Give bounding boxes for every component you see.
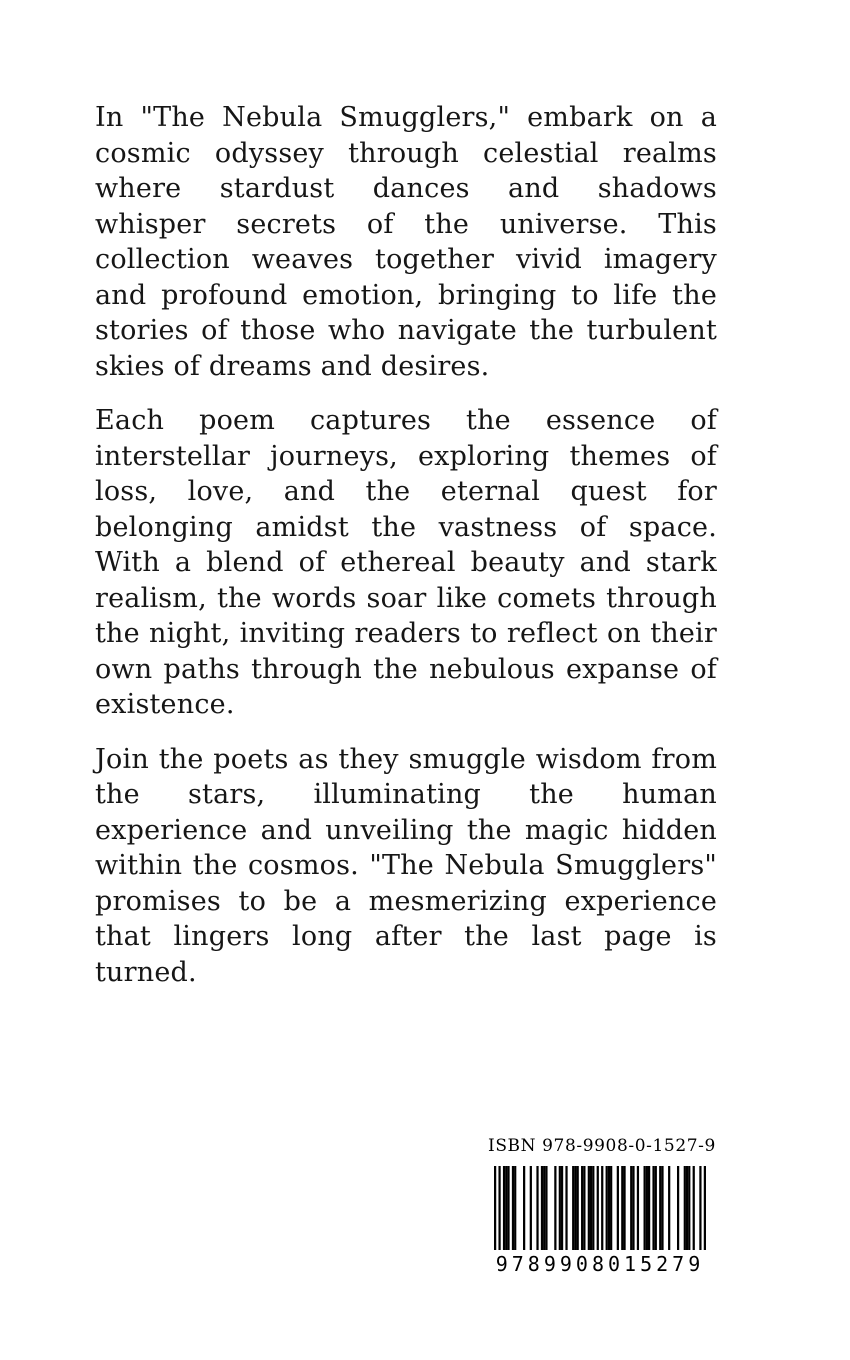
isbn-block bbox=[488, 1136, 716, 1276]
barcode bbox=[494, 1166, 706, 1250]
back-cover-paragraph-3: Join the poets as they smuggle wisdom from the stars, illuminating the human experience and unveiling the magic hidden within the cosmos. "The Nebula Smugglers" promises to be a mesmerizing experience that lingers long after the last page is turned. bbox=[95, 743, 717, 988]
back-cover-text bbox=[95, 100, 717, 990]
back-cover-paragraph-1: In "The Nebula Smugglers," embark on a cosmic odyssey through celestial realms where stardust dances and shadows whisper secrets of the universe. This collection weaves together vivid imagery and profound emotion, bringing to life the stories of those who navigate the turbulent skies of dreams and desires. bbox=[95, 102, 717, 382]
barcode-number: 9789908015279 bbox=[495, 1252, 705, 1276]
isbn-label: ISBN 978-9908-0-1527-9 bbox=[488, 1136, 716, 1156]
back-cover-paragraph-2: Each poem captures the essence of interstellar journeys, exploring themes of loss, love, and the eternal quest for belonging amidst the vastness of space. With a blend of ethereal beauty and stark realism, the words soar like comets through the night, inviting readers to reflect on their own paths through the nebulous expanse of existence. bbox=[95, 405, 717, 720]
